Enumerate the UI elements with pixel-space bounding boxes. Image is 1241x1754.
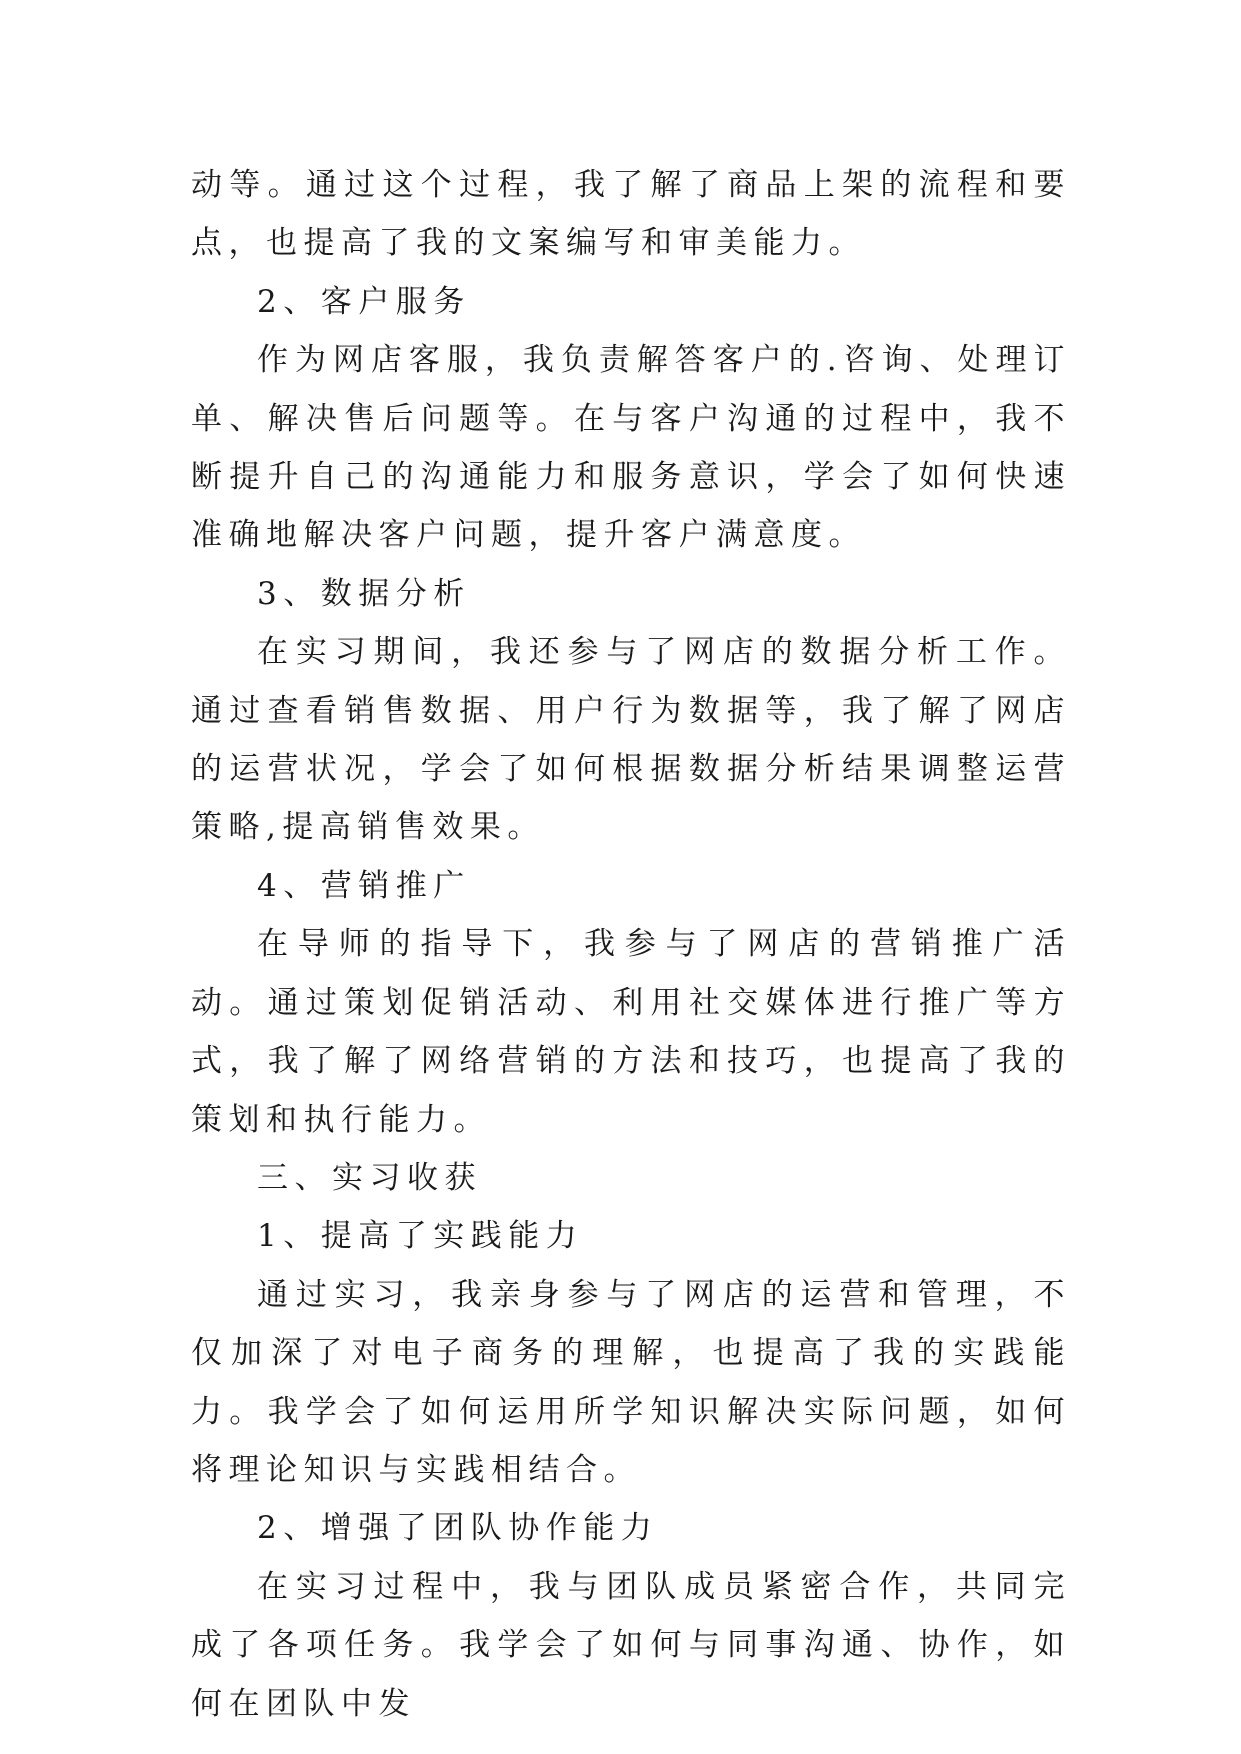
paragraph-marketing: 在导师的指导下，我参与了网店的营销推广活动。通过策划促销活动、利用社交媒体进行推广等方式，我了解了网络营销的方法和技巧，也提高了我的策划和执行能力。 [191, 926, 1071, 1138]
heading-practice-ability: 1、提高了实践能力 [257, 1218, 584, 1255]
heading-teamwork: 2、增强了团队协作能力 [257, 1510, 659, 1547]
heading-marketing: 4、营销推广 [257, 867, 471, 904]
heading-customer-service: 2、客户服务 [257, 283, 471, 320]
paragraph-data-analysis: 在实习期间，我还参与了网店的数据分析工作。通过查看销售数据、用户行为数据等，我了解了网店的运营状况，学会了如何根据数据分析结果调整运营策略,提高销售效果。 [191, 634, 1071, 846]
document-body [191, 156, 1071, 1733]
paragraph-customer-service: 作为网店客服，我负责解答客户的.咨询、处理订单、解决售后问题等。在与客户沟通的过程中，我不断提升自己的沟通能力和服务意识，学会了如何快速准确地解决客户问题，提升客户满意度。 [191, 342, 1071, 554]
paragraph-continuation: 动等。通过这个过程，我了解了商品上架的流程和要点，也提高了我的文案编写和审美能力。 [191, 167, 1071, 262]
paragraph-practice-ability: 通过实习，我亲身参与了网店的运营和管理，不仅加深了对电子商务的理解，也提高了我的实践能力。我学会了如何运用所学知识解决实际问题，如何将理论知识与实践相结合。 [191, 1276, 1071, 1488]
section-heading-gains: 三、实习收获 [257, 1159, 482, 1196]
paragraph-teamwork: 在实习过程中，我与团队成员紧密合作，共同完成了各项任务。我学会了如何与同事沟通、协作，如何在团队中发 [191, 1568, 1071, 1722]
heading-data-analysis: 3、数据分析 [257, 575, 471, 612]
